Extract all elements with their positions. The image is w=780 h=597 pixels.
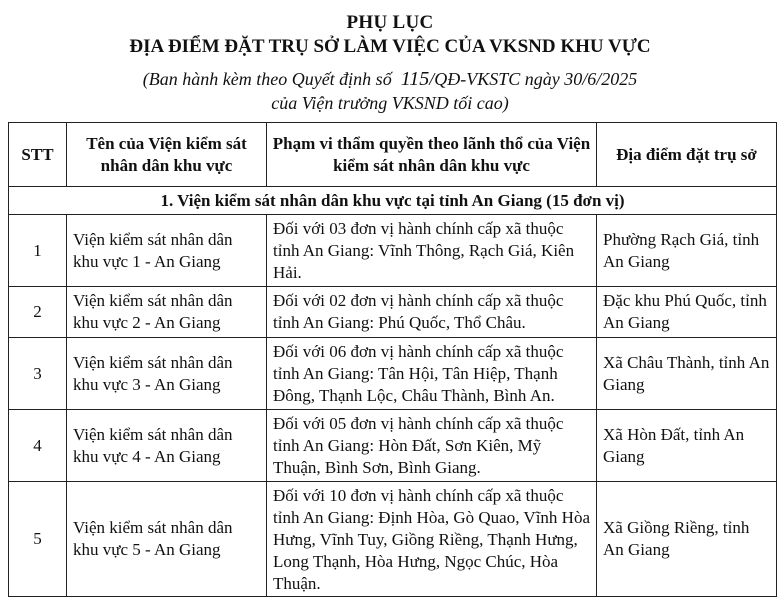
document-title: PHỤ LỤC: [346, 12, 434, 33]
row-location: Phường Rạch Giá, tỉnh An Giang: [597, 215, 777, 287]
row-location: Xã Châu Thành, tỉnh An Giang: [597, 338, 777, 410]
table-row: [9, 410, 777, 482]
section-title: 1. Viện kiểm sát nhân dân khu vực tại tỉnh An Giang (15 đơn vị): [9, 187, 777, 215]
issuer-line: của Viện trưởng VKSND tối cao): [271, 93, 509, 113]
document-subtitle: ĐỊA ĐIỂM ĐẶT TRỤ SỞ LÀM VIỆC CỦA VKSND KHU VỰC: [129, 36, 651, 57]
row-scope: Đối với 10 đơn vị hành chính cấp xã thuộc tỉnh An Giang: Định Hòa, Gò Quao, Vĩnh Hòa Hưng, Vĩnh Tuy, Giồng Riềng, Thạnh Hưng, Long Thạnh, Hòa Hưng, Ngọc Chúc, Hòa Thuận.: [267, 482, 597, 597]
header-name: Tên của Viện kiểm sát nhân dân khu vực: [67, 123, 267, 187]
table-row: [9, 338, 777, 410]
decision-suffix: /QĐ-VKSTC ngày 30/6/2025: [429, 69, 638, 89]
row-name: Viện kiểm sát nhân dân khu vực 4 - An Giang: [67, 410, 267, 482]
decision-number: 115: [400, 68, 430, 90]
row-scope: Đối với 02 đơn vị hành chính cấp xã thuộc tỉnh An Giang: Phú Quốc, Thổ Châu.: [267, 287, 597, 338]
section-row: [9, 187, 777, 215]
decision-prefix: (Ban hành kèm theo Quyết định số: [142, 69, 392, 89]
header-location: Địa điểm đặt trụ sở: [597, 123, 777, 187]
table-row: [9, 287, 777, 338]
row-stt: 4: [9, 410, 67, 482]
table-row: [9, 482, 777, 597]
row-location: Đặc khu Phú Quốc, tỉnh An Giang: [597, 287, 777, 338]
row-stt: 1: [9, 215, 67, 287]
row-stt: 5: [9, 482, 67, 597]
decision-line: [0, 68, 780, 91]
row-scope: Đối với 06 đơn vị hành chính cấp xã thuộc tỉnh An Giang: Tân Hội, Tân Hiệp, Thạnh Đông, Thạnh Lộc, Châu Thành, Bình An.: [267, 338, 597, 410]
row-location: Xã Hòn Đất, tỉnh An Giang: [597, 410, 777, 482]
table-header-row: [9, 123, 777, 187]
row-name: Viện kiểm sát nhân dân khu vực 1 - An Giang: [67, 215, 267, 287]
row-name: Viện kiểm sát nhân dân khu vực 2 - An Giang: [67, 287, 267, 338]
table-row: [9, 215, 777, 287]
office-location-table: [8, 122, 777, 597]
row-name: Viện kiểm sát nhân dân khu vực 5 - An Giang: [67, 482, 267, 597]
row-stt: 2: [9, 287, 67, 338]
row-stt: 3: [9, 338, 67, 410]
header-stt: STT: [9, 123, 67, 187]
row-scope: Đối với 03 đơn vị hành chính cấp xã thuộc tỉnh An Giang: Vĩnh Thông, Rạch Giá, Kiên Hải.: [267, 215, 597, 287]
header-scope: Phạm vi thẩm quyền theo lãnh thổ của Viện kiểm sát nhân dân khu vực: [267, 123, 597, 187]
row-location: Xã Giồng Riềng, tỉnh An Giang: [597, 482, 777, 597]
row-scope: Đối với 05 đơn vị hành chính cấp xã thuộc tỉnh An Giang: Hòn Đất, Sơn Kiên, Mỹ Thuận, Bình Sơn, Bình Giang.: [267, 410, 597, 482]
row-name: Viện kiểm sát nhân dân khu vực 3 - An Giang: [67, 338, 267, 410]
